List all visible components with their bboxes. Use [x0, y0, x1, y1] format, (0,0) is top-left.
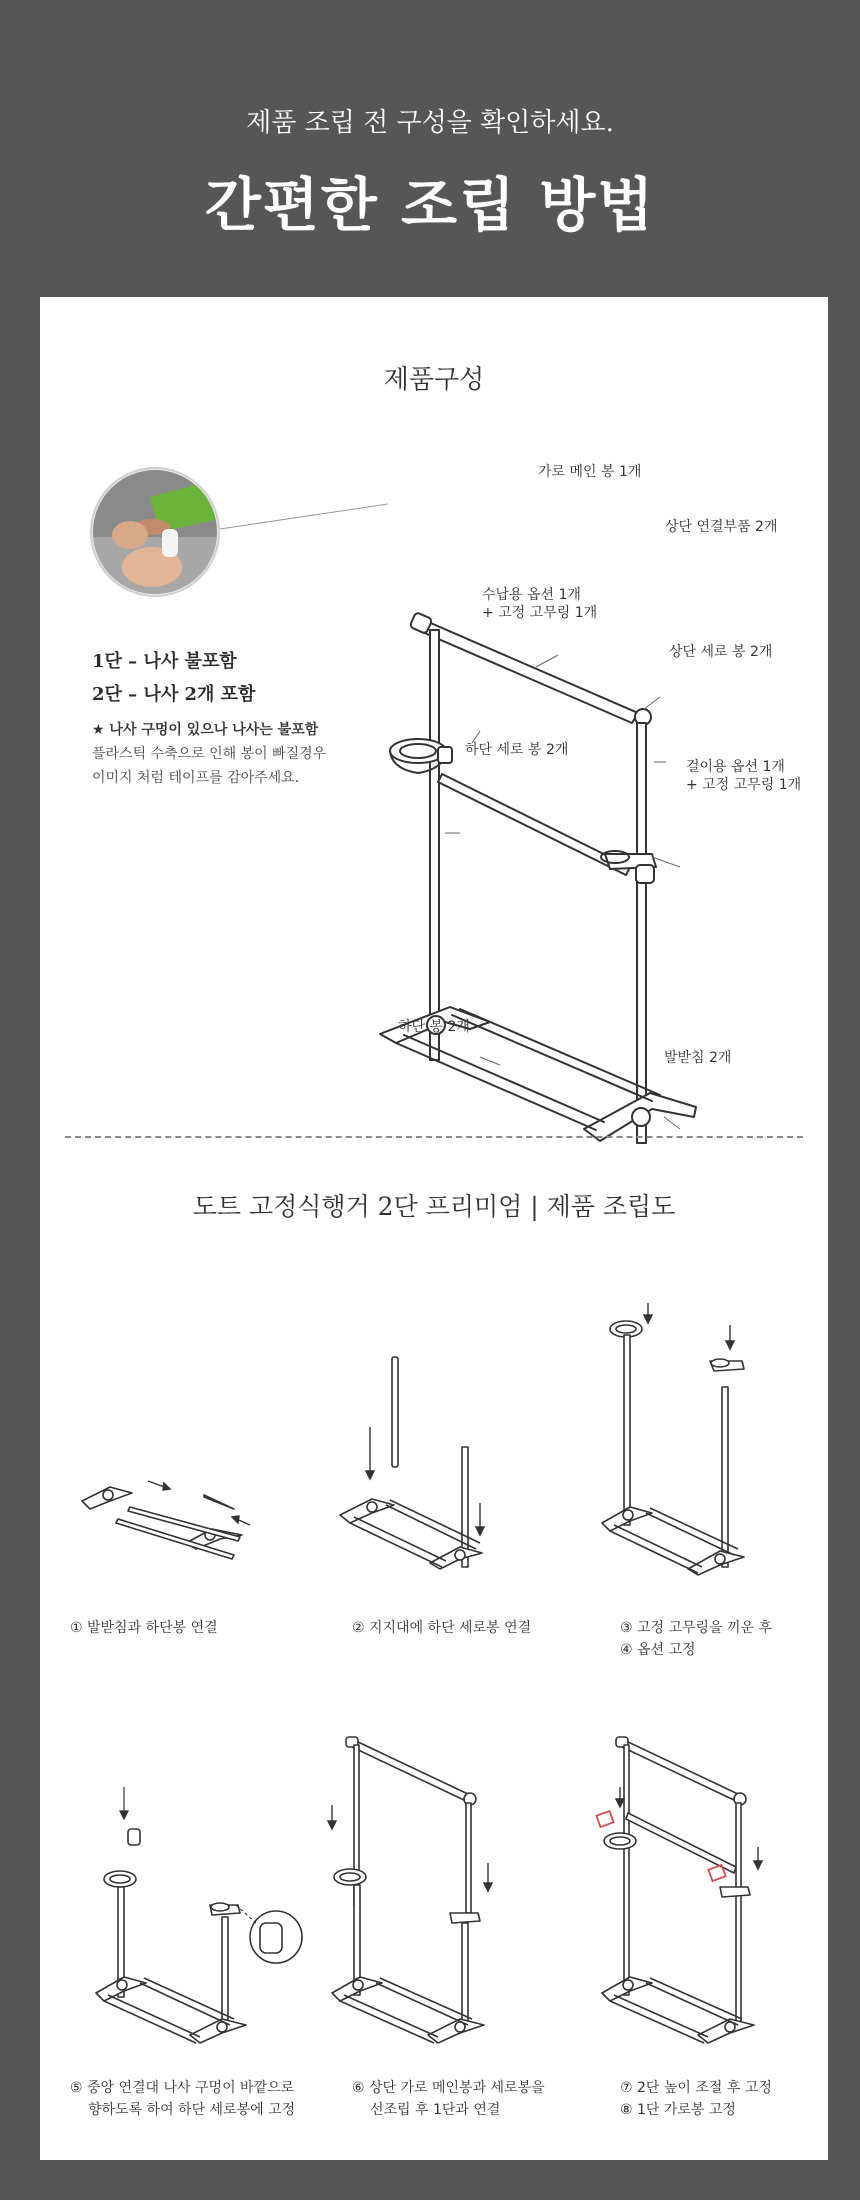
step3-figure: [580, 1277, 810, 1577]
step8-caption: ⑧ 1단 가로봉 고정: [620, 2102, 736, 2118]
header-subtitle: 제품 조립 전 구성을 확인하세요.: [246, 108, 614, 138]
label-main-bar: 가로 메인 봉 1개: [538, 464, 642, 480]
content-card: [40, 297, 828, 2160]
step3-caption-1: ③ 고정 고무링을 끼운 후: [620, 1620, 773, 1636]
step4-figure: [60, 1747, 320, 2047]
step5-caption-1: ⑤ 중앙 연결대 나사 구멍이 바깥으로: [70, 2080, 295, 2096]
tier1-note: 1단 – 나사 불포함: [92, 651, 237, 672]
components-title: 제품구성: [383, 365, 485, 395]
step1-caption: ① 발받침과 하단봉 연결: [70, 1620, 218, 1636]
step5-caption-2: 향하도록 하여 하단 세로봉에 고정: [88, 2102, 296, 2118]
label-storage-option-1: 수납용 옵션 1개: [482, 587, 581, 603]
label-bottom-bar: 하단 봉 2개: [398, 1019, 470, 1035]
step5-figure: [310, 1717, 540, 2047]
screw-note: ★ 나사 구멍이 있으나 나사는 불포함: [92, 722, 319, 738]
step7-caption: ⑦ 2단 높이 조절 후 고정: [620, 2080, 772, 2096]
label-hanger-option-2: + 고정 고무링 1개: [686, 777, 802, 793]
label-upper-connector: 상단 연결부품 2개: [665, 519, 778, 535]
step6-caption-1: ⑥ 상단 가로 메인봉과 세로봉을: [352, 2080, 545, 2096]
page-title: 간편한 조립 방법: [204, 171, 656, 239]
hanger-diagram: [40, 417, 828, 937]
step1-figure: [60, 1417, 290, 1577]
step2-figure: [310, 1327, 540, 1587]
step6-caption-2: 선조립 후 1단과 연결: [370, 2102, 501, 2118]
label-foot: 발받침 2개: [664, 1050, 732, 1066]
tape-note-2: 이미지 처럼 테이프를 감아주세요.: [92, 770, 300, 786]
step2-caption: ② 지지대에 하단 세로봉 연결: [352, 1620, 532, 1636]
label-upper-pole: 상단 세로 봉 2개: [669, 644, 773, 660]
label-lower-pole: 하단 세로 봉 2개: [465, 742, 569, 758]
tape-note-1: 플라스틱 수축으로 인해 봉이 빠질경우: [92, 746, 327, 762]
step4-caption: ④ 옵션 고정: [620, 1642, 696, 1658]
label-storage-option-2: + 고정 고무링 1개: [482, 605, 598, 621]
section-divider: [65, 1136, 803, 1138]
label-hanger-option-1: 걸이용 옵션 1개: [686, 759, 785, 775]
step6-figure: [580, 1717, 810, 2047]
assembly-title: 도트 고정식행거 2단 프리미엄 | 제품 조립도: [192, 1192, 676, 1221]
tier2-note: 2단 – 나사 2개 포함: [92, 684, 256, 705]
